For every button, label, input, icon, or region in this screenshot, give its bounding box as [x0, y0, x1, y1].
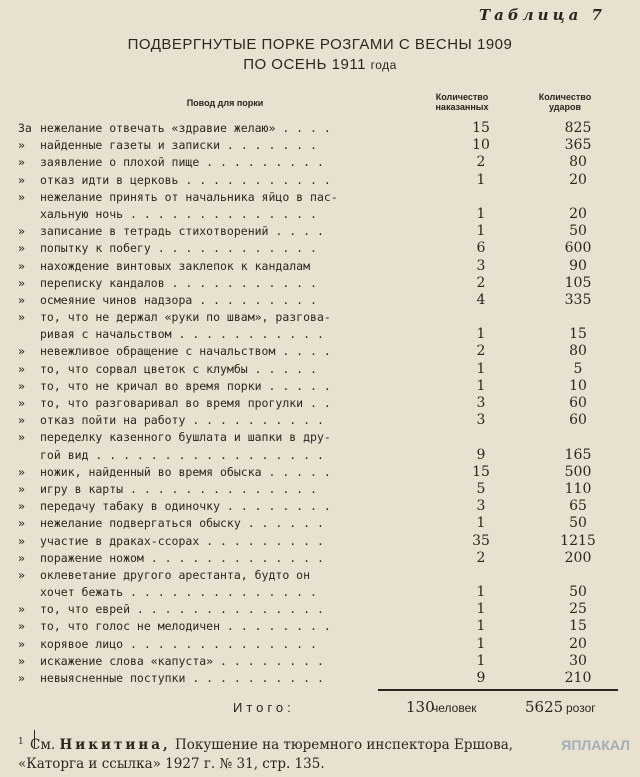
- row-count: 15: [472, 463, 490, 480]
- row-reason: переделку казенного бушлата и шапки в дру-: [40, 430, 331, 445]
- row-reason: оклеветание другого арестанта, будто он: [40, 567, 311, 582]
- row-reason: передачу табаку в одиночку . . . . . . . .: [40, 499, 331, 514]
- row-blows: 60: [569, 395, 587, 411]
- table-row: [18, 412, 618, 429]
- footnote-number: 1: [18, 737, 24, 747]
- table-row: [18, 636, 618, 653]
- row-mark: »: [18, 155, 25, 170]
- row-blows: 5: [573, 360, 583, 377]
- row-count: 1: [476, 618, 486, 635]
- total-count-unit: человек: [432, 701, 477, 715]
- row-mark: »: [18, 378, 25, 393]
- header-blows: [523, 92, 607, 112]
- table-row: [18, 533, 618, 550]
- row-mark: »: [18, 533, 25, 548]
- row-reason: отказ идти в церковь . . . . . . . . . . .: [40, 172, 331, 187]
- row-mark: »: [18, 310, 25, 325]
- row-reason: игру в карты . . . . . . . . . . . . . .: [40, 481, 317, 496]
- row-count: 15: [472, 120, 490, 136]
- row-reason: участие в драках-ссорах . . . . . . . . .: [40, 533, 324, 548]
- row-mark: »: [18, 430, 25, 445]
- row-count: 1: [476, 223, 486, 240]
- row-mark: »: [18, 481, 25, 496]
- table-row: [18, 515, 618, 532]
- total-rule: [378, 689, 618, 691]
- row-blows: 15: [569, 326, 587, 343]
- row-blows: 20: [569, 171, 587, 188]
- row-count: 3: [476, 412, 486, 429]
- table-title-line2: [60, 56, 580, 73]
- header-count-line1: Количество: [435, 92, 489, 102]
- row-count: 3: [476, 257, 486, 274]
- row-blows: 20: [569, 205, 587, 222]
- table-row: [18, 464, 618, 481]
- table-row: [18, 206, 618, 223]
- row-count: 1: [476, 584, 486, 601]
- row-reason: то, что голос не мелодичен . . . . . . . .: [40, 619, 331, 634]
- row-count: 1: [476, 326, 486, 343]
- total-label: Итого:: [233, 700, 295, 715]
- row-blows: 80: [569, 154, 587, 171]
- row-count: 2: [476, 154, 486, 171]
- row-count: 1: [476, 205, 486, 222]
- row-reason: то, что разговаривал во время прогулки . .: [40, 396, 331, 410]
- table-row: [18, 567, 618, 584]
- table-row: [18, 240, 618, 257]
- header-count: [424, 92, 500, 112]
- row-blows: 500: [564, 463, 592, 480]
- row-blows: 60: [569, 412, 587, 429]
- row-mark: »: [18, 361, 25, 376]
- footnote-author: Никитина,: [59, 737, 171, 753]
- total-blows: 5625: [525, 698, 564, 716]
- row-reason: гой вид . . . . . . . . . . . . . . . . .: [40, 447, 324, 462]
- row-blows: 210: [564, 670, 592, 686]
- row-mark: »: [18, 550, 25, 565]
- row-blows: 15: [569, 618, 587, 635]
- row-reason: нахождение винтовых заклепок к кандалам: [40, 258, 311, 273]
- table-row: [18, 653, 618, 670]
- row-count: 9: [476, 670, 486, 686]
- table-title-line1: ПОДВЕРГНУТЫЕ ПОРКЕ РОЗГАМИ С ВЕСНЫ 1909: [127, 36, 513, 53]
- table-row: [18, 275, 618, 292]
- row-reason: хочет бежать . . . . . . . . . . . . . .: [40, 585, 317, 600]
- row-reason: невежливое обращение с начальством . . . .: [40, 344, 331, 359]
- row-count: 1: [476, 515, 486, 532]
- row-reason: нежелание принять от начальника яйцо в пас-: [40, 189, 338, 204]
- table-row: [18, 378, 618, 395]
- table-body: [18, 120, 618, 687]
- row-count: 3: [476, 395, 486, 411]
- footnote-text1: Покушение на тюремного инспектора Ершова,: [175, 737, 514, 753]
- title-period: ПО ОСЕНЬ 1911: [243, 56, 366, 73]
- title-year-word: года: [370, 58, 397, 72]
- row-blows: 30: [569, 652, 587, 669]
- table-row: [18, 258, 618, 275]
- row-count: 5: [476, 480, 486, 497]
- header-reason: Повод для порки: [186, 98, 264, 108]
- row-mark: »: [18, 344, 25, 359]
- row-reason: невыясненные поступки . . . . . . . . . .: [40, 671, 324, 685]
- row-mark: »: [18, 258, 25, 273]
- row-reason: ножик, найденный во время обыска . . . . .: [40, 464, 331, 479]
- row-reason: заявление о плохой пище . . . . . . . . .: [40, 155, 324, 170]
- table-row: [18, 618, 618, 635]
- table-row: [18, 601, 618, 618]
- row-blows: 105: [564, 274, 592, 291]
- row-blows: 1215: [560, 532, 596, 549]
- total-count: 130: [406, 698, 435, 716]
- row-mark: »: [18, 671, 25, 685]
- row-reason: корявое лицо . . . . . . . . . . . . . .: [40, 636, 317, 651]
- table-row: [18, 223, 618, 240]
- row-count: 6: [476, 240, 486, 257]
- header-blows-line2: ударов: [548, 102, 582, 112]
- table-row: [18, 550, 618, 567]
- row-mark: »: [18, 292, 25, 307]
- row-blows: 65: [569, 498, 587, 515]
- row-count: 3: [476, 498, 486, 515]
- row-reason: то, что не кричал во время порки . . . . .: [40, 378, 331, 393]
- table-row: [18, 498, 618, 515]
- row-reason: осмеяние чинов надзора . . . . . . . . .: [40, 292, 317, 307]
- row-mark: »: [18, 275, 25, 290]
- row-mark: »: [18, 567, 25, 582]
- row-reason: попытку к побегу . . . . . . . . . . . .: [40, 241, 317, 256]
- row-blows: 50: [569, 515, 587, 532]
- row-reason: найденные газеты и записки . . . . . . .: [40, 138, 317, 153]
- table-row: [18, 429, 618, 446]
- row-mark: »: [18, 224, 25, 239]
- row-blows: 110: [564, 480, 592, 497]
- row-count: 1: [476, 635, 486, 652]
- header-count-line2: наказанных: [435, 102, 489, 112]
- row-reason: нежелание отвечать «здравие желаю» . . . .: [40, 121, 331, 135]
- row-count: 35: [472, 532, 490, 549]
- table-row: [18, 395, 618, 412]
- row-reason: нежелание подвергаться обыску . . . . . .: [40, 516, 324, 531]
- row-blows: 25: [569, 601, 587, 618]
- row-blows: 825: [564, 120, 592, 136]
- row-blows: 90: [569, 257, 587, 274]
- header-blows-line1: Количество: [538, 92, 592, 102]
- row-reason: переписку кандалов . . . . . . . . . . .: [40, 275, 317, 290]
- row-count: 4: [476, 291, 486, 308]
- row-blows: 20: [569, 635, 587, 652]
- table-row: [18, 584, 618, 601]
- total-blows-unit: розог: [566, 701, 596, 715]
- row-mark: »: [18, 499, 25, 514]
- row-count: 9: [476, 446, 486, 463]
- row-mark: »: [18, 653, 25, 668]
- row-reason: ривая с начальством . . . . . . . . . . .: [40, 327, 324, 342]
- row-blows: 80: [569, 343, 587, 360]
- table-row: [18, 361, 618, 378]
- row-reason: то, что не держал «руки по швам», разгова-: [40, 310, 331, 325]
- row-count: 2: [476, 274, 486, 291]
- row-mark: »: [18, 396, 25, 410]
- row-blows: 335: [564, 291, 592, 308]
- table-row: [18, 172, 618, 189]
- watermark: ЯПЛАКАЛ: [561, 737, 630, 753]
- table-row: [18, 309, 618, 326]
- row-count: 1: [476, 377, 486, 394]
- footnote-line2: «Каторга и ссылка» 1927 г. № 31, стр. 135.: [18, 756, 325, 772]
- table-row: [18, 343, 618, 360]
- table-row: [18, 292, 618, 309]
- table-row: [18, 189, 618, 206]
- row-blows: 200: [564, 549, 592, 566]
- row-reason: то, что сорвал цветок с клумбы . . . . .: [40, 361, 317, 376]
- row-mark: »: [18, 602, 25, 617]
- row-count: 10: [472, 137, 490, 154]
- row-blows: 50: [569, 584, 587, 601]
- row-count: 1: [476, 601, 486, 618]
- table-row: [18, 447, 618, 464]
- row-reason: то, что еврей . . . . . . . . . . . . . .: [40, 602, 324, 617]
- row-count: 2: [476, 343, 486, 360]
- row-mark: »: [18, 189, 25, 204]
- row-count: 1: [476, 652, 486, 669]
- row-blows: 10: [569, 377, 587, 394]
- row-reason: записание в тетрадь стихотворений . . . .: [40, 224, 324, 239]
- row-reason: хальную ночь . . . . . . . . . . . . . .: [40, 206, 317, 221]
- row-mark: »: [18, 413, 25, 428]
- table-row: [18, 670, 618, 687]
- row-blows: 50: [569, 223, 587, 240]
- footnote-prefix: См.: [30, 737, 56, 753]
- row-mark: »: [18, 464, 25, 479]
- row-mark: За: [18, 121, 32, 135]
- table-row: [18, 481, 618, 498]
- footnote-line1: [18, 737, 628, 753]
- row-mark: »: [18, 516, 25, 531]
- table-row: [18, 137, 618, 154]
- row-mark: »: [18, 636, 25, 651]
- table-row: [18, 120, 618, 137]
- row-reason: поражение ножом . . . . . . . . . . . . .: [40, 550, 324, 565]
- table-number: Таблица 7: [478, 6, 606, 24]
- table-row: [18, 154, 618, 171]
- row-count: 2: [476, 549, 486, 566]
- row-count: 1: [476, 360, 486, 377]
- row-mark: »: [18, 172, 25, 187]
- row-count: 1: [476, 171, 486, 188]
- row-mark: »: [18, 138, 25, 153]
- row-blows: 600: [564, 240, 592, 257]
- row-blows: 165: [564, 446, 592, 463]
- row-reason: искажение слова «капуста» . . . . . . . .: [40, 653, 324, 668]
- row-mark: »: [18, 619, 25, 634]
- table-row: [18, 326, 618, 343]
- row-blows: 365: [564, 137, 592, 154]
- row-mark: »: [18, 241, 25, 256]
- row-reason: отказ пойти на работу . . . . . . . . . .: [40, 413, 324, 428]
